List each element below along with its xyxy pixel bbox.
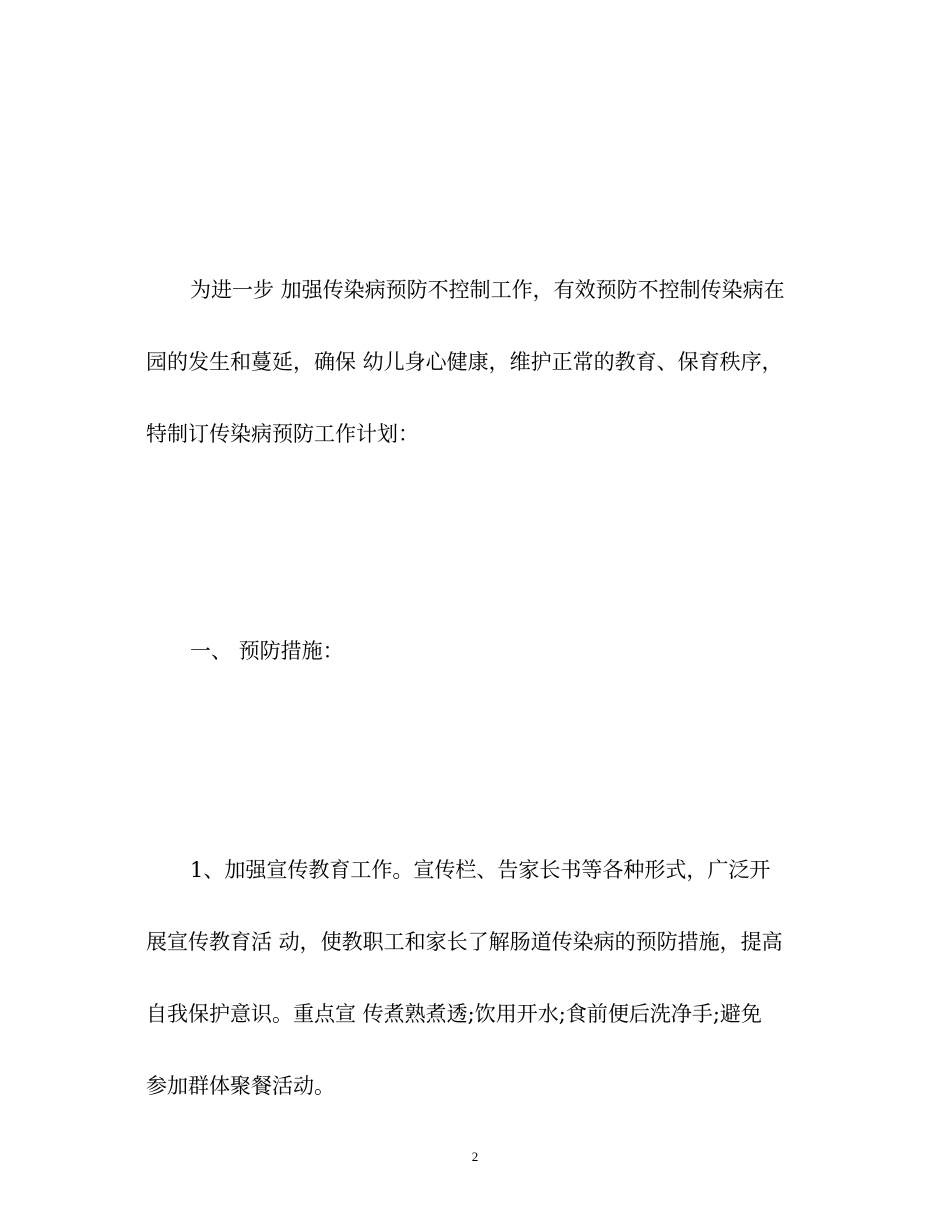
item-1-line-3: 自我保护意识。重点宣 传煮熟煮透;饮用开水;食前便后洗净手;避免 — [146, 1002, 762, 1026]
item-1-line-2: 展宣传教育活 动，使教职工和家长了解肠道传染病的预防措施，提高 — [146, 930, 783, 954]
item-1-line-4: 参加群体聚餐活动。 — [146, 1074, 335, 1098]
item-1-line-1: 1、加强宣传教育工作。宣传栏、告家长书等各种形式，广泛开 — [190, 858, 771, 882]
intro-line-3: 特制订传染病预防工作计划： — [146, 422, 419, 446]
section-heading: 一、 预防措施： — [190, 639, 344, 663]
intro-line-2: 园的发生和蔓延，确保 幼儿身心健康，维护正常的教育、保育秩序， — [146, 350, 783, 374]
intro-line-1: 为进一步 加强传染病预防不控制工作，有效预防不控制传染病在 — [190, 278, 785, 302]
page-number: 2 — [471, 1149, 479, 1164]
